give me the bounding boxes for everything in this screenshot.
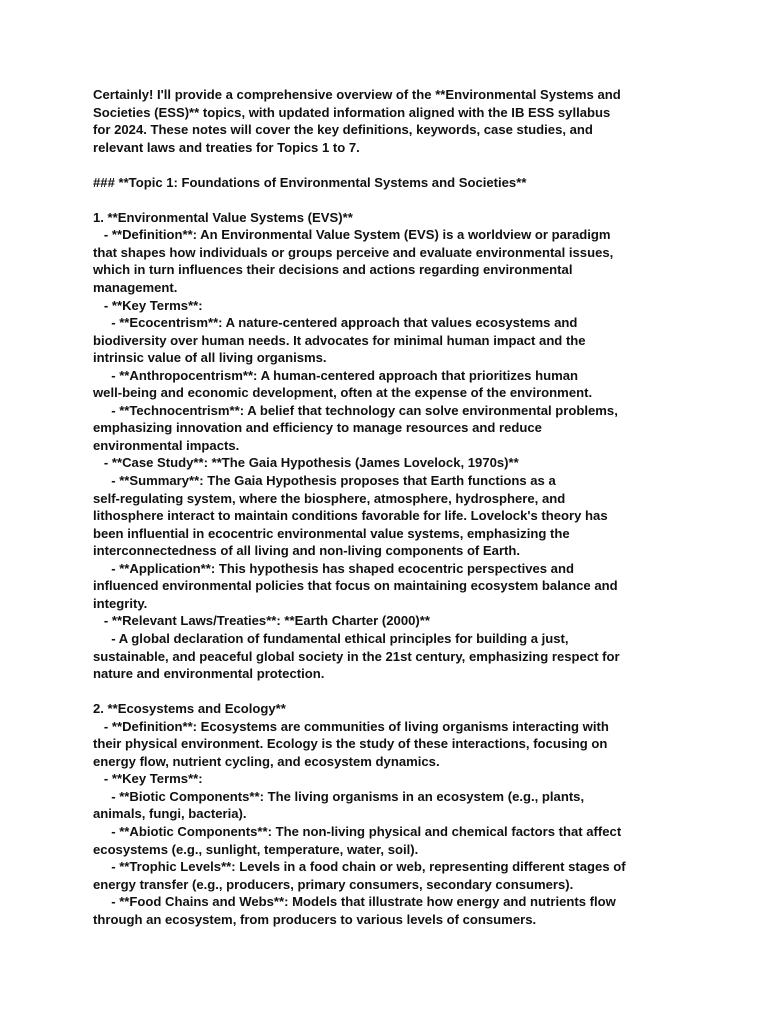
text-line: - **Food Chains and Webs**: Models that illustrate how energy and nutrients flow bbox=[93, 894, 616, 910]
text-line: animals, fungi, bacteria). bbox=[93, 806, 247, 822]
text-line: for 2024. These notes will cover the key definitions, keywords, case studies, and bbox=[93, 122, 593, 138]
text-line: - **Application**: This hypothesis has shaped ecocentric perspectives and bbox=[93, 560, 574, 576]
text-line: integrity. bbox=[93, 595, 148, 611]
text-line: energy transfer (e.g., producers, primary consumers, secondary consumers). bbox=[93, 876, 574, 892]
text-line: - **Definition**: Ecosystems are communities of living organisms interacting with bbox=[93, 718, 609, 734]
text-line: - **Definition**: An Environmental Value System (EVS) is a worldview or paradigm bbox=[93, 227, 611, 243]
subsection-heading: 2. **Ecosystems and Ecology** bbox=[93, 701, 286, 717]
text-line: their physical environment. Ecology is the study of these interactions, focusing on bbox=[93, 736, 608, 752]
text-line: - **Key Terms**: bbox=[93, 771, 203, 787]
text-line: - **Technocentrism**: A belief that technology can solve environmental problems, bbox=[93, 402, 618, 418]
text-line: intrinsic value of all living organisms. bbox=[93, 350, 327, 366]
text-line: sustainable, and peaceful global society in the 21st century, emphasizing respect for bbox=[93, 648, 620, 664]
text-line: biodiversity over human needs. It advocates for minimal human impact and the bbox=[93, 332, 586, 348]
text-line: Certainly! I'll provide a comprehensive overview of the **Environmental Systems and bbox=[93, 87, 621, 102]
text-line: - **Summary**: The Gaia Hypothesis proposes that Earth functions as a bbox=[93, 473, 556, 489]
blank-line bbox=[93, 156, 693, 174]
text-line: lithosphere interact to maintain conditions favorable for life. Lovelock's theory has bbox=[93, 508, 608, 524]
text-line: energy flow, nutrient cycling, and ecosystem dynamics. bbox=[93, 753, 440, 769]
text-line: self-regulating system, where the biosphere, atmosphere, hydrosphere, and bbox=[93, 490, 566, 506]
text-line: - **Relevant Laws/Treaties**: **Earth Charter (2000)** bbox=[93, 613, 430, 629]
text-line: - **Biotic Components**: The living organisms in an ecosystem (e.g., plants, bbox=[93, 788, 585, 804]
text-line: Societies (ESS)** topics, with updated information aligned with the IB ESS syllabus bbox=[93, 104, 611, 120]
text-line: management. bbox=[93, 280, 178, 296]
document-page bbox=[93, 86, 693, 928]
text-line: through an ecosystem, from producers to various levels of consumers. bbox=[93, 911, 537, 927]
text-line: - **Anthropocentrism**: A human-centered approach that prioritizes human bbox=[93, 367, 579, 383]
blank-line bbox=[93, 191, 693, 209]
text-line: influenced environmental policies that focus on maintaining ecosystem balance and bbox=[93, 578, 618, 594]
text-line: - **Abiotic Components**: The non-living physical and chemical factors that affect bbox=[93, 823, 622, 839]
text-line: - **Key Terms**: bbox=[93, 297, 203, 313]
text-line: environmental impacts. bbox=[93, 437, 240, 453]
text-line: interconnectedness of all living and non-living components of Earth. bbox=[93, 543, 521, 559]
text-line: relevant laws and treaties for Topics 1 to 7. bbox=[93, 139, 360, 155]
section-heading: ### **Topic 1: Foundations of Environmental Systems and Societies** bbox=[93, 174, 527, 190]
text-line: - **Trophic Levels**: Levels in a food chain or web, representing different stages of bbox=[93, 859, 626, 875]
text-line: - A global declaration of fundamental ethical principles for building a just, bbox=[93, 630, 569, 646]
subsection-heading: 1. **Environmental Value Systems (EVS)** bbox=[93, 209, 353, 225]
text-line: emphasizing innovation and efficiency to manage resources and reduce bbox=[93, 420, 542, 436]
text-line: nature and environmental protection. bbox=[93, 666, 325, 682]
blank-line bbox=[93, 683, 693, 701]
text-line: - **Ecocentrism**: A nature-centered approach that values ecosystems and bbox=[93, 315, 578, 331]
text-line: that shapes how individuals or groups perceive and evaluate environmental issues, bbox=[93, 244, 614, 260]
text-line: been influential in ecocentric environmental value systems, emphasizing the bbox=[93, 525, 570, 541]
text-line: ecosystems (e.g., sunlight, temperature, water, soil). bbox=[93, 841, 419, 857]
text-line: - **Case Study**: **The Gaia Hypothesis (James Lovelock, 1970s)** bbox=[93, 455, 519, 471]
text-line: which in turn influences their decisions and actions regarding environmental bbox=[93, 262, 573, 278]
text-line: well-being and economic development, often at the expense of the environment. bbox=[93, 385, 593, 401]
